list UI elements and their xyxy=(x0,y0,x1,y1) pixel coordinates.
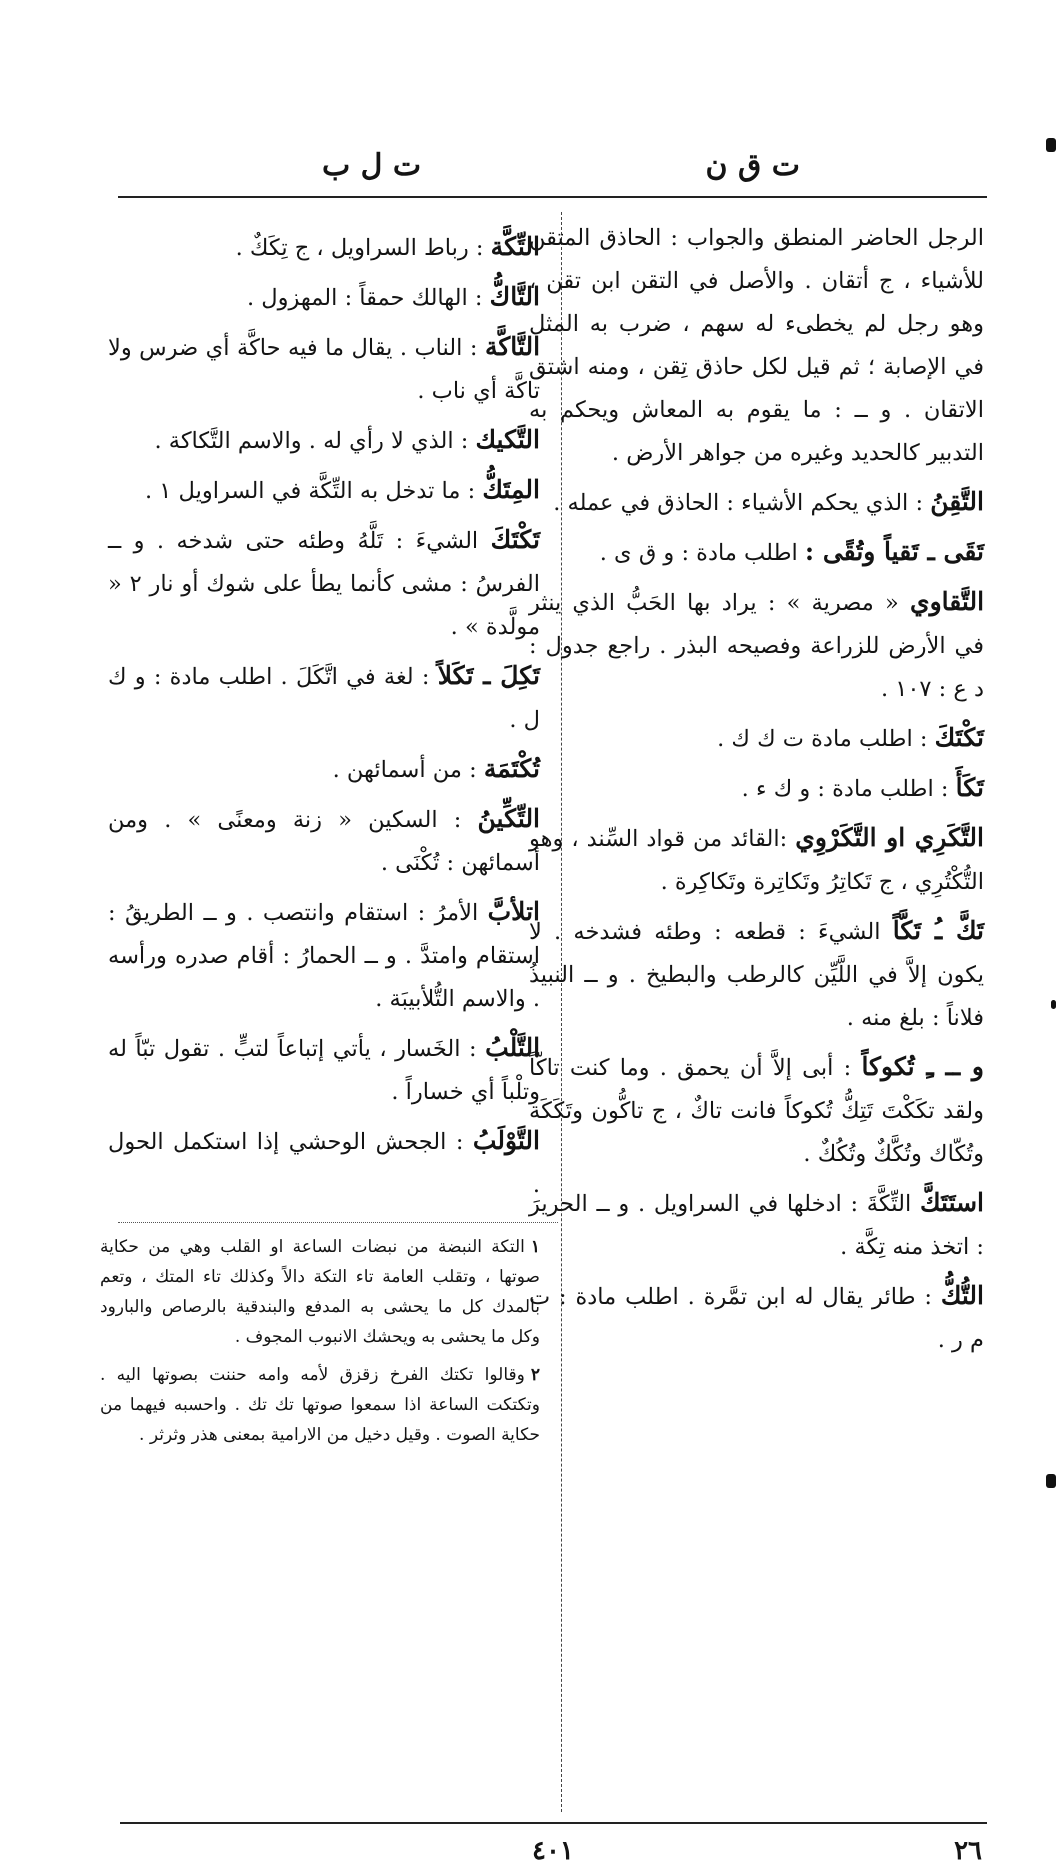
entry-definition: اطلب مادة : و ق ى . xyxy=(599,540,798,566)
dictionary-entry xyxy=(108,418,540,463)
dictionary-entry xyxy=(529,580,984,711)
entry-definition: : الذي لا رأي له . والاسم التَّكاكة . xyxy=(154,428,469,454)
footnote-text: وقالوا تكتك الفرخ زقزق لأمه وامه حننت بصوتها اليه . وتكتكت الساعة اذا سمعوا صوتها تك تك . واحسبه فيهما من حكاية الصوت . وقيل دخيل من الارامية بمعنى هذر وثرثر . xyxy=(100,1365,540,1445)
page-number-secondary: ٢٦ xyxy=(954,1836,982,1866)
footnote-rule xyxy=(118,1222,558,1223)
header-rule xyxy=(118,196,987,198)
entry-definition: : ما تدخل به التِّكَّة في السراويل ١ . xyxy=(144,478,476,504)
footnote-number: ١ xyxy=(530,1237,540,1257)
entry-headword: التَّلْبُ xyxy=(485,1033,541,1062)
footnote xyxy=(100,1232,540,1352)
left-column xyxy=(108,225,540,1212)
dictionary-entry xyxy=(108,468,540,513)
dictionary-entry xyxy=(108,890,540,1021)
entry-definition: : أبى إلاَّ أن يحمق . وما كنت تاكّاً ولقد تكَكْتَ تَتِكُّ تُكوكاً فانت تاكٌ ، ج تاكُّون وتَكَكَة وتُكّاك وتُكَّكٌ وتُكُكٌ . xyxy=(529,1055,984,1167)
entry-definition: : لغة في اتَّكَلَ . اطلب مادة : و ك ل . xyxy=(108,664,540,733)
footer-rule xyxy=(120,1822,987,1824)
dictionary-entry xyxy=(529,1274,984,1362)
entry-headword: تَكَّ ـُ تَكَّاً xyxy=(892,916,984,945)
margin-mark xyxy=(1046,138,1056,152)
entry-definition: : الذي يحكم الأشياء : الحاذق في عمله . xyxy=(553,490,924,516)
entry-definition: : اطلب مادة ت ك ك . xyxy=(717,726,928,752)
margin-mark xyxy=(1051,1000,1056,1009)
entry-headword: تَكْتَكَ xyxy=(490,525,541,554)
footnote-number: ٢ xyxy=(530,1365,540,1385)
entry-definition: الشيءَ : قطعه : وطئه فشدخه . لا يكون إلاَّ في اللَّيِّن كالرطب والبطيخ . و ــ النبيذُ فلاناً : بلغ منه . xyxy=(529,919,984,1031)
entry-definition: : السكين « زنة ومعنًى » . ومن أسمائهن : تُكْنَى . xyxy=(108,807,540,876)
margin-mark xyxy=(1046,1474,1056,1488)
dictionary-entry xyxy=(108,275,540,320)
entry-headword: التَّكَرِي او التَّكَرْوِي xyxy=(795,823,984,852)
entry-headword: و ــ ـِ تُكوكاً xyxy=(861,1052,984,1081)
entry-headword: المِتَكُّ xyxy=(482,475,540,504)
entry-headword: التِّكِّينُ xyxy=(477,804,541,833)
dictionary-entry xyxy=(529,909,984,1040)
entry-definition: الشيءَ : تَلَّهُ وطئه حتى شدخه . و ــ الفرسُ : مشى كأنما يطأ على شوك أو نار ٢ « مولَّدة » . xyxy=(108,528,541,640)
dictionary-entry xyxy=(108,654,540,742)
right-column xyxy=(529,215,984,1367)
entry-headword: التُّكُّ xyxy=(940,1281,984,1310)
dictionary-entry xyxy=(108,747,540,792)
dictionary-entry xyxy=(529,215,984,475)
dictionary-entry xyxy=(529,530,984,575)
dictionary-entry xyxy=(108,325,540,413)
dictionary-entry xyxy=(529,1181,984,1269)
dictionary-entry xyxy=(108,518,540,649)
entry-definition: الأمرُ : استقام وانتصب . و ــ الطريقُ : استقام وامتدَّ . و ــ الحمارُ : أقام صدره ورأسه . والاسم التُّلأبيبَة . xyxy=(108,900,540,1012)
entry-headword: تُكْتَمَة xyxy=(483,754,540,783)
entry-headword: تَقَى ـ تَقياً وتُقًى : xyxy=(804,537,984,566)
footnotes xyxy=(100,1232,540,1458)
running-header-right: ت ق ن xyxy=(705,148,800,183)
entry-headword: تَكِلَ ـ تَكَلاً xyxy=(437,661,540,690)
dictionary-entry xyxy=(108,797,540,885)
entry-definition: : اطلب مادة : و ك ء . xyxy=(741,776,949,802)
entry-headword: تَكَأَ xyxy=(955,773,984,802)
entry-headword: التَّقاوي xyxy=(910,587,985,616)
entry-definition: الرجل الحاضر المنطق والجواب : الحاذق المتقن للأشياء ، ج أتقان . والأصل في التقن ابن تقن ، وهو رجل لم يخطىء له سهم ، ضرب به المثل في الإصابة ؛ ثم قيل لكل حاذق تِقن ، ومنه اشتق الاتقان . و ــ : ما يقوم به المعاش ويحكم به التدبير كالحديد وغيره من جواهر الأرض . xyxy=(529,225,984,466)
entry-headword: التِّكَّة xyxy=(490,232,540,261)
dictionary-entry xyxy=(529,480,984,525)
entry-headword: استَتَكَّ xyxy=(919,1188,985,1217)
dictionary-entry xyxy=(108,1119,540,1207)
dictionary-entry xyxy=(529,816,984,904)
entry-definition: : رباط السراويل ، ج تِكَكٌ . xyxy=(235,235,484,261)
entry-headword: التَّاكَّة xyxy=(484,332,541,361)
dictionary-entry xyxy=(108,225,540,270)
dictionary-entry xyxy=(529,716,984,761)
dictionary-entry xyxy=(529,1045,984,1176)
footnote xyxy=(100,1360,540,1450)
entry-headword: التَّقِنُ xyxy=(930,487,984,516)
entry-headword: التَّاكُّ xyxy=(489,282,540,311)
entry-definition: التِّكَّةَ : ادخلها في السراويل . و ــ الحريرَ : اتخذ منه تِكَّة . xyxy=(529,1191,984,1260)
entry-headword: التَّوْلَبُ xyxy=(472,1126,540,1155)
entry-headword: التَّكيك xyxy=(475,425,540,454)
dictionary-entry xyxy=(108,1026,540,1114)
entry-definition: : الخَسار ، يأتي إتباعاً لتبٍّ . تقول تبّاً له وتلْباً أي خساراً . xyxy=(108,1036,540,1105)
entry-definition: : من أسمائهن . xyxy=(332,757,477,783)
running-header-left: ت ل ب xyxy=(322,148,422,183)
entry-headword: اتلأبَّ xyxy=(487,897,540,926)
page-number-arabic: ٤٠١ xyxy=(532,1836,574,1866)
entry-definition: : الناب . يقال ما فيه حاكَّة أي ضرس ولا تاكَّة أي ناب . xyxy=(108,335,540,404)
footnote-text: التكة النبضة من نبضات الساعة او القلب وهي من حكاية صوتها ، وتقلب العامة تاء التكة دالاً وكذلك تاء المتك ، وتعم بالمدك كل ما يحشى به المدفع والبندقية بالرصاص والبارود وكل ما يحشى به ويحشك الانبوب المجوف . xyxy=(100,1237,540,1347)
entry-definition: « مصرية » : يراد بها الحَبُّ الذي ينثر في الأرض للزراعة وفصيحه البذر . راجع جدول : د ع : ١٠٧ . xyxy=(529,590,984,702)
entry-definition: : الجحش الوحشي إذا استكمل الحول . xyxy=(108,1129,540,1198)
entry-definition: :القائد من قواد السِّند ، وهو التُّكْتُرِي ، ج تَكاتِرُ وتَكاتِرة وتَكاكِرة . xyxy=(529,826,984,895)
entry-definition: : طائر يقال له ابن تمَّرة . اطلب مادة : ت م ر . xyxy=(529,1284,984,1353)
entry-definition: : الهالك حمقاً : المهزول . xyxy=(247,285,483,311)
entry-headword: تَكْتَكَ xyxy=(934,723,984,752)
dictionary-entry xyxy=(529,766,984,811)
